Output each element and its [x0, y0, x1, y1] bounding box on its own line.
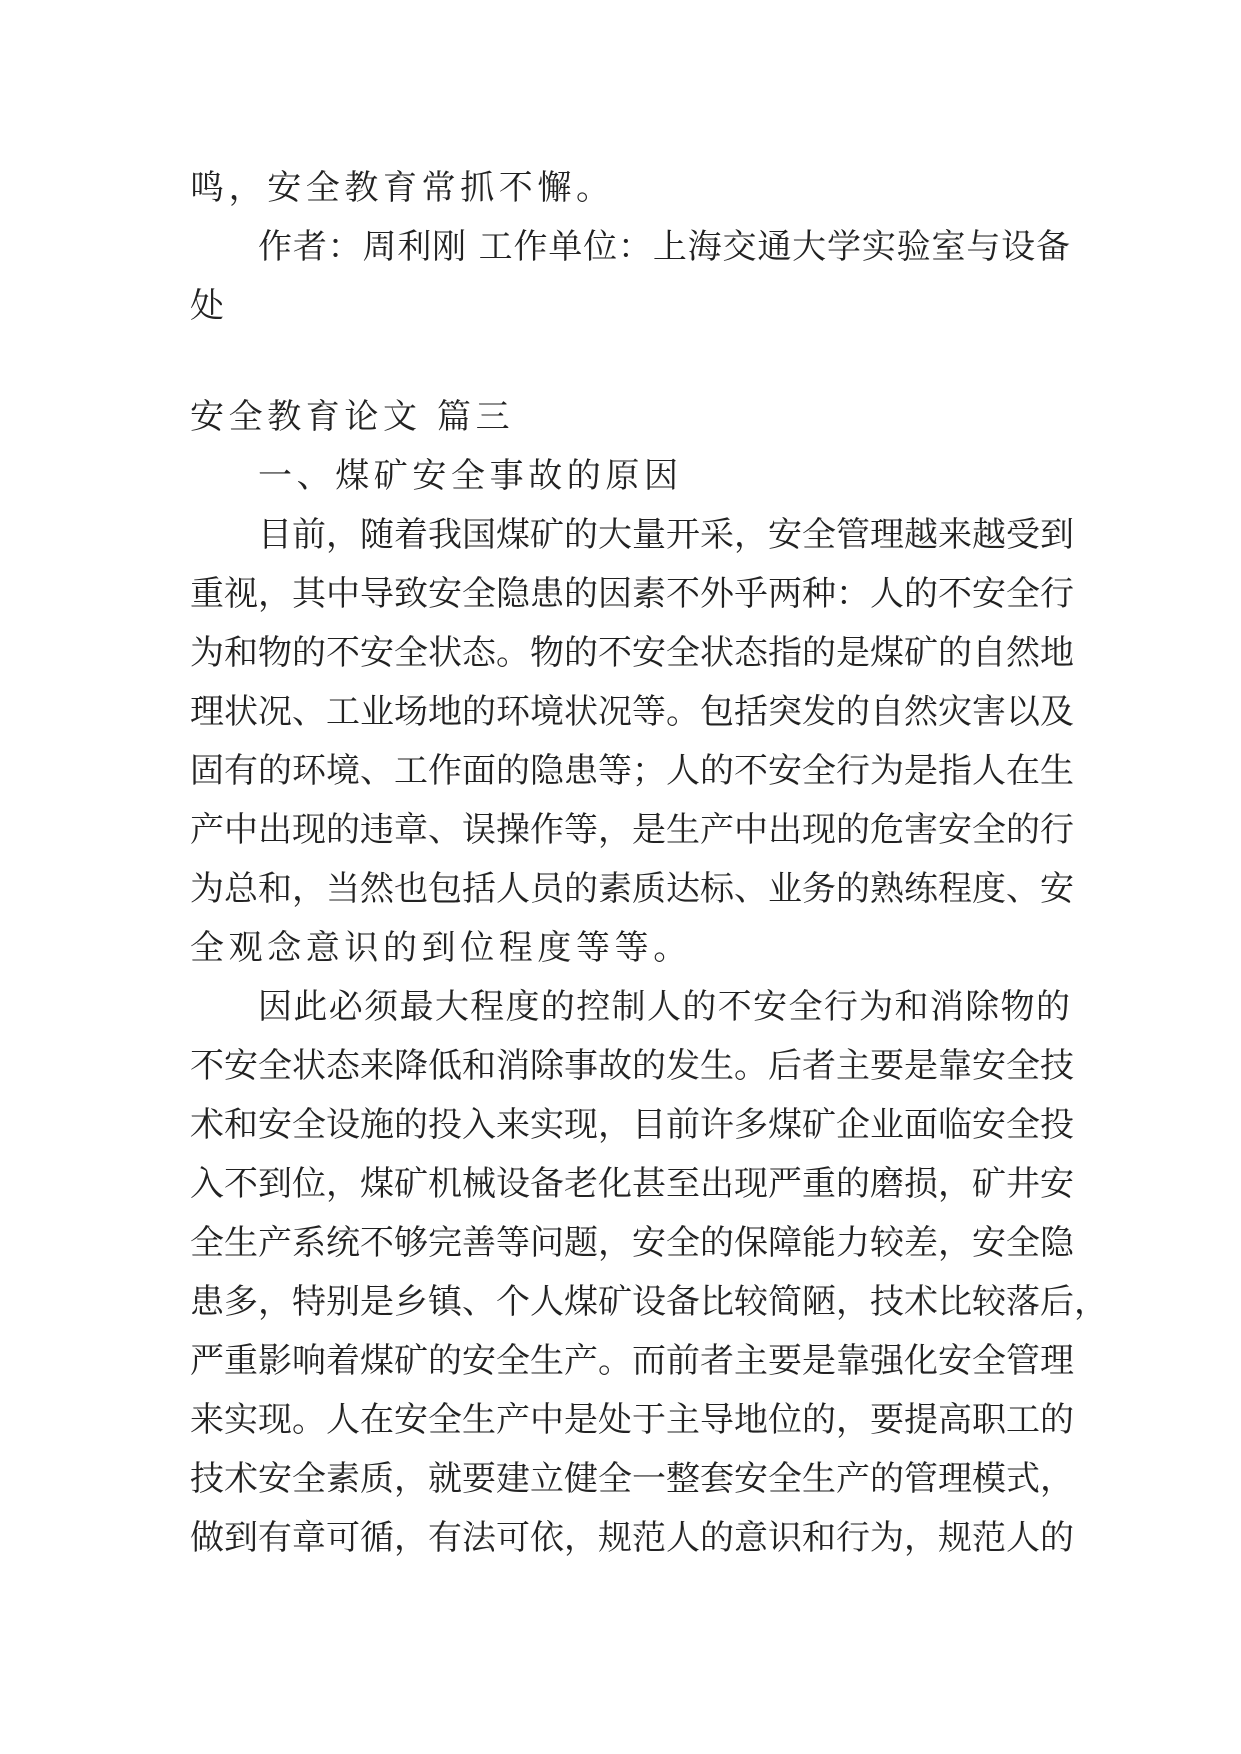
paragraph-line: 固有的环境、工作面的隐患等；人的不安全行为是指人在生	[190, 751, 1074, 791]
paragraph-line: 术和安全设施的投入来实现，目前许多煤矿企业面临安全投	[190, 1105, 1074, 1145]
author-line-continuation: 处	[190, 286, 229, 326]
paragraph-line: 为和物的不安全状态。物的不安全状态指的是煤矿的自然地	[190, 633, 1074, 673]
paragraph-line: 入不到位，煤矿机械设备老化甚至出现严重的磨损，矿井安	[190, 1164, 1074, 1204]
paragraph-line: 技术安全素质，就要建立健全一整套安全生产的管理模式，	[190, 1459, 1074, 1499]
section-title: 安全教育论文 篇三	[190, 397, 515, 437]
paragraph-line: 目前，随着我国煤矿的大量开采，安全管理越来越受到	[258, 515, 1074, 555]
paragraph-line: 不安全状态来降低和消除事故的发生。后者主要是靠安全技	[190, 1046, 1074, 1086]
paragraph-line: 因此必须最大程度的控制人的不安全行为和消除物的	[258, 987, 1070, 1027]
paragraph-line: 患多，特别是乡镇、个人煤矿设备比较简陋，技术比较落后，	[190, 1282, 1108, 1322]
paragraph-line: 全生产系统不够完善等问题，安全的保障能力较差，安全隐	[190, 1223, 1074, 1263]
subsection-heading: 一、煤矿安全事故的原因	[258, 456, 683, 496]
author-line: 作者：周利刚 工作单位：上海交通大学实验室与设备	[258, 227, 1070, 267]
paragraph-line: 鸣，安全教育常抓不懈。	[190, 168, 615, 208]
paragraph-line: 为总和，当然也包括人员的素质达标、业务的熟练程度、安	[190, 869, 1074, 909]
paragraph-line: 严重影响着煤矿的安全生产。而前者主要是靠强化安全管理	[190, 1341, 1074, 1381]
paragraph-line: 理状况、工业场地的环境状况等。包括突发的自然灾害以及	[190, 692, 1074, 732]
paragraph-line: 产中出现的违章、误操作等，是生产中出现的危害安全的行	[190, 810, 1074, 850]
paragraph-line: 全观念意识的到位程度等等。	[190, 928, 692, 968]
paragraph-line: 做到有章可循，有法可依，规范人的意识和行为，规范人的	[190, 1518, 1074, 1558]
paragraph-line: 重视，其中导致安全隐患的因素不外乎两种：人的不安全行	[190, 574, 1074, 614]
paragraph-line: 来实现。人在安全生产中是处于主导地位的，要提高职工的	[190, 1400, 1074, 1440]
